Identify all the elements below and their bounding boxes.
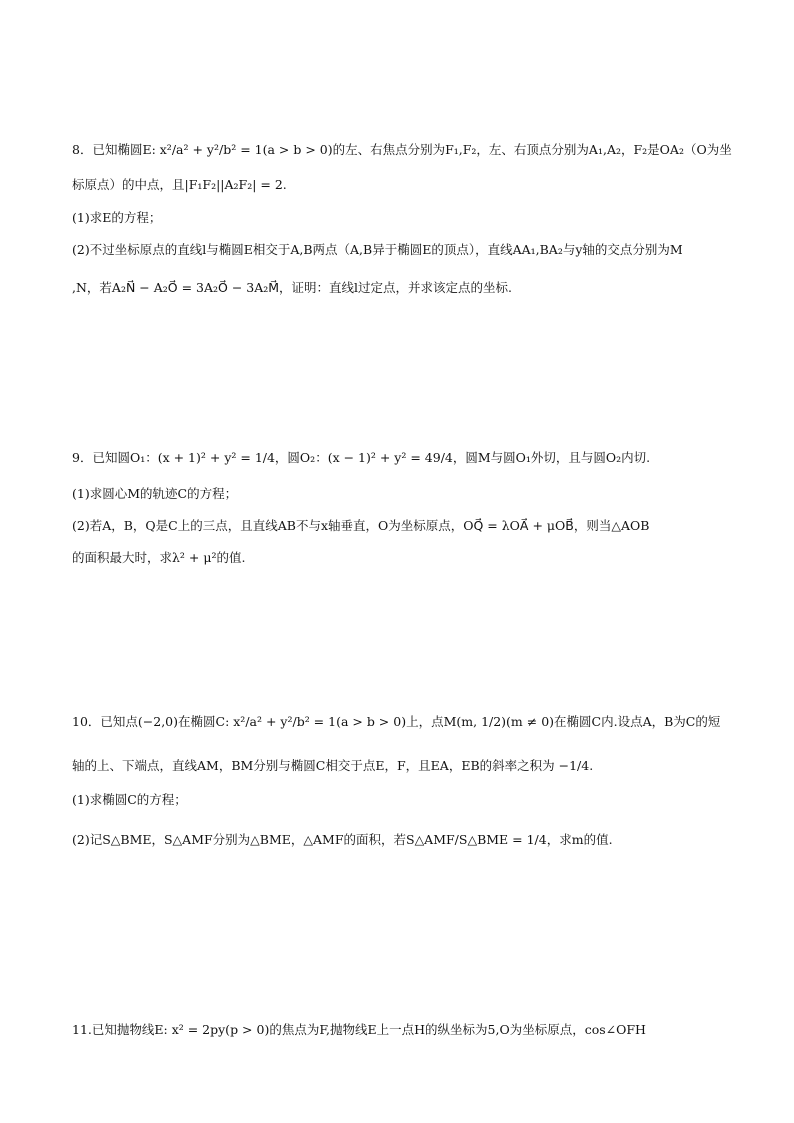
problem-10-part-2: (2)记S△BME，S△AMF分别为△BME，△AMF的面积，若S△AMF/S△BME = 1/4，求m的值. <box>72 832 613 847</box>
problem-9-line-1: 9．已知圆O₁：(x + 1)² + y² = 1/4，圆O₂：(x − 1)² + y² = 49/4，圆M与圆O₁外切，且与圆O₂内切. <box>72 450 651 465</box>
problem-8-part-2: (2)不过坐标原点的直线l与椭圆E相交于A,B两点（A,B异于椭圆E的顶点），直线AA₁,BA₂与y轴的交点分别为M <box>72 242 683 257</box>
problem-10-part-1: (1)求椭圆C的方程； <box>72 792 187 807</box>
problem-8-line-1: 8．已知椭圆E: x²/a² + y²/b² = 1(a > b > 0)的左、右焦点分别为F₁,F₂，左、右顶点分别为A₁,A₂，F₂是OA₂（O为坐 <box>72 142 732 157</box>
problem-10-line-1: 10．已知点(−2,0)在椭圆C: x²/a² + y²/b² = 1(a > b > 0)上，点M(m, 1/2)(m ≠ 0)在椭圆C内.设点A，B为C的短 <box>72 714 721 729</box>
problem-9-part-1: (1)求圆心M的轨迹C的方程； <box>72 486 238 501</box>
problem-8-part-2-cont: ,N，若A₂N⃗ − A₂O⃗ = 3A₂O⃗ − 3A₂M⃗，证明：直线l过定点，并求该定点的坐标. <box>72 280 513 295</box>
problem-11-line-1: 11.已知抛物线E: x² = 2py(p > 0)的焦点为F,抛物线E上一点H的纵坐标为5,O为坐标原点，cos∠OFH <box>72 1022 646 1037</box>
problem-8-part-1: (1)求E的方程； <box>72 210 162 225</box>
problem-9-part-2-cont: 的面积最大时，求λ² + μ²的值. <box>72 550 246 565</box>
problem-9-part-2: (2)若A，B，Q是C上的三点，且直线AB不与x轴垂直，O为坐标原点，OQ⃗ = λOA⃗ + μOB⃗，则当△AOB <box>72 518 650 533</box>
problem-8-line-2: 标原点）的中点，且|F₁F₂||A₂F₂| = 2. <box>72 177 287 192</box>
problem-10-line-2: 轴的上、下端点，直线AM，BM分别与椭圆C相交于点E，F，且EA，EB的斜率之积为 −1/4. <box>72 758 594 773</box>
